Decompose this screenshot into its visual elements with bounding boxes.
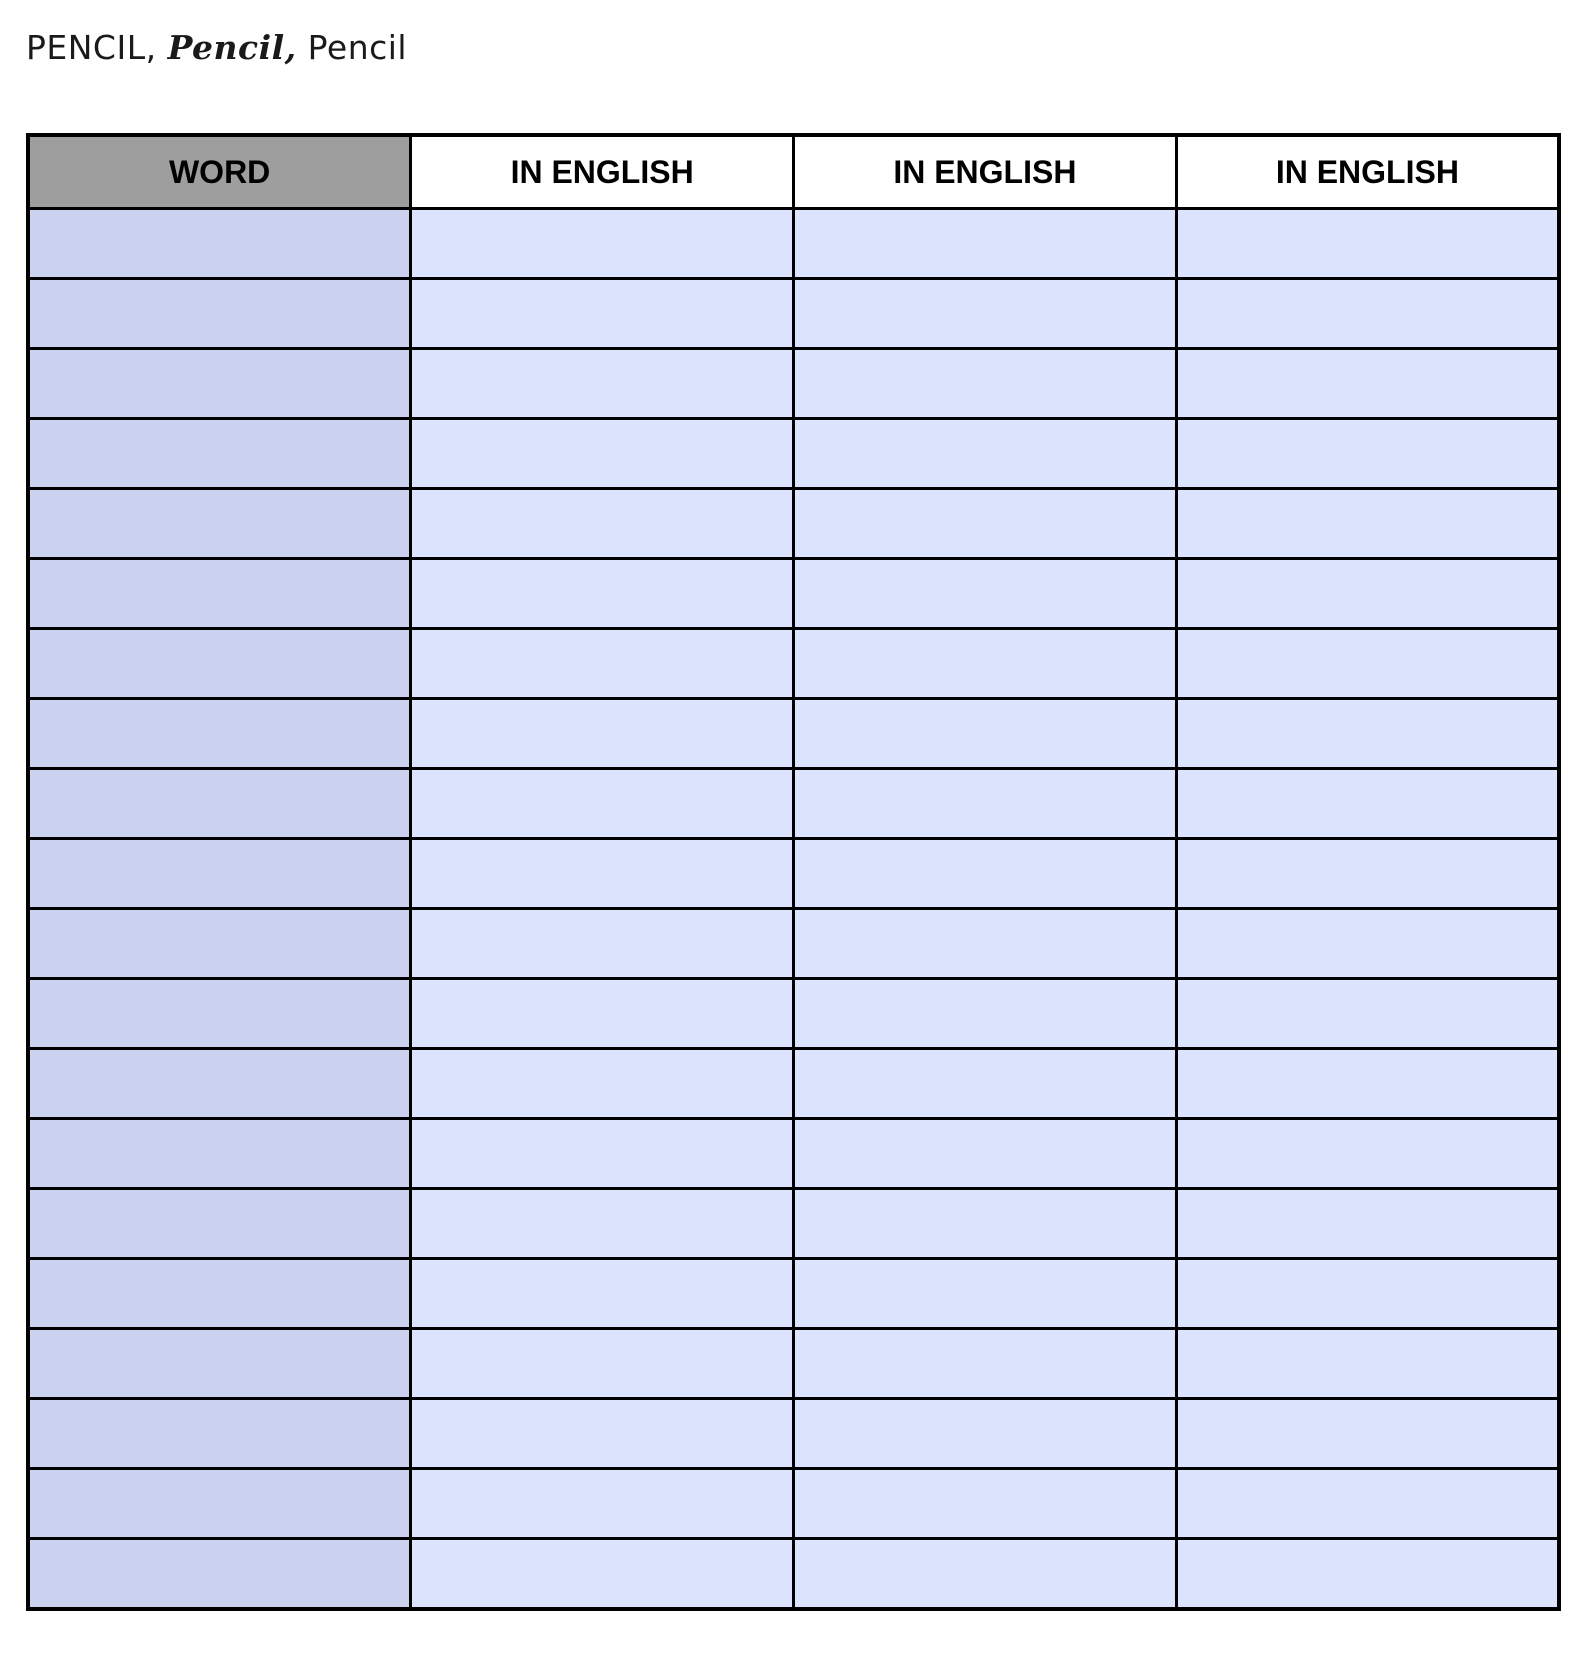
english-cell[interactable] xyxy=(794,419,1177,489)
english-cell[interactable] xyxy=(794,349,1177,419)
english-cell[interactable] xyxy=(1176,1399,1559,1469)
english-cell[interactable] xyxy=(411,1049,794,1119)
english-cell[interactable] xyxy=(1176,209,1559,279)
word-cell[interactable] xyxy=(28,629,411,699)
table-row xyxy=(28,1399,1559,1469)
page-heading xyxy=(26,28,407,67)
table-row xyxy=(28,1469,1559,1539)
table-row xyxy=(28,559,1559,629)
word-cell[interactable] xyxy=(28,349,411,419)
table-row xyxy=(28,279,1559,349)
english-cell[interactable] xyxy=(794,699,1177,769)
word-cell[interactable] xyxy=(28,699,411,769)
english-cell[interactable] xyxy=(1176,1329,1559,1399)
word-cell[interactable] xyxy=(28,839,411,909)
table-row xyxy=(28,1049,1559,1119)
english-cell[interactable] xyxy=(411,1329,794,1399)
english-cell[interactable] xyxy=(794,1049,1177,1119)
english-cell[interactable] xyxy=(794,1469,1177,1539)
word-cell[interactable] xyxy=(28,279,411,349)
english-cell[interactable] xyxy=(1176,349,1559,419)
english-cell[interactable] xyxy=(1176,909,1559,979)
header-in-english-2: IN ENGLISH xyxy=(794,135,1177,209)
english-cell[interactable] xyxy=(794,1189,1177,1259)
header-row xyxy=(28,135,1559,209)
english-cell[interactable] xyxy=(1176,1049,1559,1119)
english-cell[interactable] xyxy=(411,1189,794,1259)
word-cell[interactable] xyxy=(28,1049,411,1119)
english-cell[interactable] xyxy=(794,1539,1177,1610)
table-row xyxy=(28,629,1559,699)
english-cell[interactable] xyxy=(794,1119,1177,1189)
english-cell[interactable] xyxy=(1176,1539,1559,1610)
english-cell[interactable] xyxy=(411,1259,794,1329)
english-cell[interactable] xyxy=(411,769,794,839)
table-body xyxy=(28,209,1559,1610)
english-cell[interactable] xyxy=(1176,559,1559,629)
english-cell[interactable] xyxy=(794,1399,1177,1469)
english-cell[interactable] xyxy=(411,909,794,979)
word-cell[interactable] xyxy=(28,1259,411,1329)
english-cell[interactable] xyxy=(794,209,1177,279)
heading-regular: Pencil xyxy=(307,28,408,67)
english-cell[interactable] xyxy=(411,279,794,349)
english-cell[interactable] xyxy=(1176,1259,1559,1329)
table-row xyxy=(28,909,1559,979)
table-row xyxy=(28,419,1559,489)
english-cell[interactable] xyxy=(1176,979,1559,1049)
english-cell[interactable] xyxy=(794,1259,1177,1329)
english-cell[interactable] xyxy=(1176,839,1559,909)
english-cell[interactable] xyxy=(1176,629,1559,699)
table-row xyxy=(28,1259,1559,1329)
word-cell[interactable] xyxy=(28,1469,411,1539)
english-cell[interactable] xyxy=(1176,1119,1559,1189)
english-cell[interactable] xyxy=(794,979,1177,1049)
word-cell[interactable] xyxy=(28,1399,411,1469)
english-cell[interactable] xyxy=(411,839,794,909)
english-cell[interactable] xyxy=(794,489,1177,559)
header-word: WORD xyxy=(28,135,411,209)
english-cell[interactable] xyxy=(1176,1469,1559,1539)
english-cell[interactable] xyxy=(1176,699,1559,769)
word-cell[interactable] xyxy=(28,419,411,489)
english-cell[interactable] xyxy=(794,629,1177,699)
word-cell[interactable] xyxy=(28,1329,411,1399)
table-row xyxy=(28,1539,1559,1610)
english-cell[interactable] xyxy=(411,699,794,769)
english-cell[interactable] xyxy=(1176,1189,1559,1259)
word-cell[interactable] xyxy=(28,1539,411,1610)
word-cell[interactable] xyxy=(28,979,411,1049)
english-cell[interactable] xyxy=(411,419,794,489)
word-cell[interactable] xyxy=(28,909,411,979)
english-cell[interactable] xyxy=(794,839,1177,909)
english-cell[interactable] xyxy=(794,559,1177,629)
english-cell[interactable] xyxy=(411,349,794,419)
english-cell[interactable] xyxy=(794,1329,1177,1399)
english-cell[interactable] xyxy=(411,209,794,279)
english-cell[interactable] xyxy=(794,769,1177,839)
table-row xyxy=(28,1189,1559,1259)
word-cell[interactable] xyxy=(28,209,411,279)
english-cell[interactable] xyxy=(794,279,1177,349)
english-cell[interactable] xyxy=(411,629,794,699)
heading-caps: PENCIL, xyxy=(26,28,157,67)
english-cell[interactable] xyxy=(411,1539,794,1610)
table-row xyxy=(28,979,1559,1049)
heading-script: Pencil, xyxy=(167,28,297,67)
table-row xyxy=(28,839,1559,909)
table-row xyxy=(28,349,1559,419)
word-cell[interactable] xyxy=(28,1189,411,1259)
table-row xyxy=(28,209,1559,279)
english-cell[interactable] xyxy=(1176,419,1559,489)
word-cell[interactable] xyxy=(28,489,411,559)
english-cell[interactable] xyxy=(411,1399,794,1469)
table-row xyxy=(28,769,1559,839)
english-cell[interactable] xyxy=(794,909,1177,979)
english-cell[interactable] xyxy=(1176,489,1559,559)
table-row xyxy=(28,699,1559,769)
table-row xyxy=(28,489,1559,559)
word-cell[interactable] xyxy=(28,559,411,629)
english-cell[interactable] xyxy=(1176,279,1559,349)
word-cell[interactable] xyxy=(28,769,411,839)
header-in-english-1: IN ENGLISH xyxy=(411,135,794,209)
english-cell[interactable] xyxy=(411,1119,794,1189)
english-cell[interactable] xyxy=(411,1469,794,1539)
word-cell[interactable] xyxy=(28,1119,411,1189)
english-cell[interactable] xyxy=(1176,769,1559,839)
table-row xyxy=(28,1329,1559,1399)
header-in-english-3: IN ENGLISH xyxy=(1176,135,1559,209)
english-cell[interactable] xyxy=(411,559,794,629)
english-cell[interactable] xyxy=(411,979,794,1049)
vocabulary-table xyxy=(26,133,1561,1611)
english-cell[interactable] xyxy=(411,489,794,559)
table-row xyxy=(28,1119,1559,1189)
